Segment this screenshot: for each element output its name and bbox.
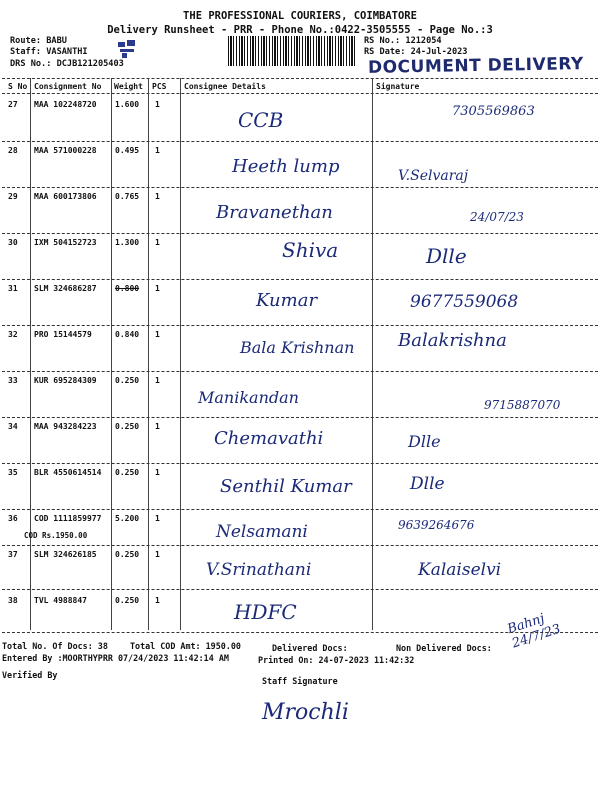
- consignee-handwriting: Manikandan: [198, 388, 299, 407]
- verified-by: Verified By: [2, 670, 58, 680]
- consignee-handwriting: Senthil Kumar: [220, 476, 352, 497]
- col-consignment: Consignment No: [34, 82, 102, 91]
- consignee-handwriting: Heeth lump: [232, 156, 340, 177]
- row-pcs: 1: [155, 596, 160, 605]
- row-sno: 29: [8, 192, 18, 201]
- row-consignment: SLM 324686287: [34, 284, 97, 293]
- rs-number: RS No.: 1212054: [364, 36, 442, 46]
- rs-date: RS Date: 24-Jul-2023: [364, 47, 468, 57]
- row-separator: [2, 589, 598, 590]
- signature-handwriting: Kalaiselvi: [418, 560, 502, 580]
- total-cod: Total COD Amt: 1950.00: [130, 641, 241, 651]
- row-pcs: 1: [155, 330, 160, 339]
- col-divider: [372, 78, 373, 630]
- row-weight: 0.495: [115, 146, 140, 155]
- entered-by: Entered By :MOORTHYPRR 07/24/2023 11:42:14 AM: [2, 653, 229, 663]
- row-pcs: 1: [155, 238, 160, 247]
- row-separator: [2, 545, 598, 546]
- row-separator: [2, 632, 598, 633]
- barcode: [228, 36, 356, 66]
- total-docs: Total No. Of Docs: 38: [2, 641, 108, 651]
- row-weight: 5.200: [115, 514, 140, 523]
- header-bottom-rule: [2, 93, 598, 94]
- row-sno: 31: [8, 284, 18, 293]
- row-separator: [2, 279, 598, 280]
- signature-handwriting: 7305569863: [452, 104, 535, 119]
- row-sno: 36: [8, 514, 18, 523]
- row-weight: 0.765: [115, 192, 140, 201]
- col-divider: [30, 78, 31, 630]
- row-sno: 35: [8, 468, 18, 477]
- row-separator: [2, 233, 598, 234]
- row-pcs: 1: [155, 192, 160, 201]
- col-divider: [148, 78, 149, 630]
- row-weight: 0.250: [115, 550, 140, 559]
- row-pcs: 1: [155, 550, 160, 559]
- company-title: THE PROFESSIONAL COURIERS, COIMBATORE: [183, 10, 417, 22]
- consignee-handwriting: Shiva: [282, 238, 339, 262]
- consignee-handwriting: Chemavathi: [214, 428, 324, 449]
- consignee-handwriting: Bravanethan: [216, 202, 333, 223]
- row-weight: 0.250: [115, 376, 140, 385]
- consignee-handwriting: CCB: [238, 108, 284, 132]
- row-weight: 0.250: [115, 422, 140, 431]
- non-delivered-docs: Non Delivered Docs:: [396, 643, 492, 653]
- document-delivery-stamp: DOCUMENT DELIVERY: [367, 54, 584, 78]
- row-sno: 38: [8, 596, 18, 605]
- row-consignment: KUR 695284309: [34, 376, 97, 385]
- row-separator: [2, 417, 598, 418]
- row-pcs: 1: [155, 146, 160, 155]
- runsheet-subtitle: Delivery Runsheet - PRR - Phone No.:0422-3505555 - Page No.:3: [107, 24, 493, 36]
- row-separator: [2, 141, 598, 142]
- cod-amount: COD Rs.1950.00: [24, 531, 88, 540]
- row-consignment: COD 1111859977: [34, 514, 102, 523]
- signature-handwriting: Bahnj 24/7/23: [505, 611, 563, 652]
- row-pcs: 1: [155, 284, 160, 293]
- row-sno: 28: [8, 146, 18, 155]
- row-consignment: BLR 4550614514: [34, 468, 102, 477]
- row-consignment: MAA 102248720: [34, 100, 97, 109]
- signature-handwriting: V.Selvaraj: [398, 168, 469, 184]
- staff-signature-label: Staff Signature: [262, 676, 338, 686]
- row-sno: 33: [8, 376, 18, 385]
- row-separator: [2, 371, 598, 372]
- row-weight: 0.800: [115, 284, 140, 293]
- row-weight: 0.250: [115, 596, 140, 605]
- row-consignment: SLM 324626185: [34, 550, 97, 559]
- signature-handwriting: Dlle: [410, 474, 445, 494]
- row-weight: 0.840: [115, 330, 140, 339]
- row-consignment: MAA 600173806: [34, 192, 97, 201]
- row-weight: 0.250: [115, 468, 140, 477]
- row-sno: 37: [8, 550, 18, 559]
- signature-handwriting: Balakrishna: [398, 330, 507, 351]
- row-weight: 1.600: [115, 100, 140, 109]
- printed-on: Printed On: 24-07-2023 11:42:32: [258, 655, 415, 665]
- row-consignment: MAA 571000228: [34, 146, 97, 155]
- col-weight: Weight: [114, 82, 143, 91]
- row-pcs: 1: [155, 514, 160, 523]
- staff-label: Staff: VASANTHI: [10, 47, 88, 57]
- signature-handwriting: 24/07/23: [470, 210, 524, 224]
- consignee-handwriting: HDFC: [234, 600, 297, 624]
- row-consignment: PRO 15144579: [34, 330, 92, 339]
- signature-handwriting: 9677559068: [410, 292, 519, 312]
- row-weight: 1.300: [115, 238, 140, 247]
- courier-logo-icon: [116, 38, 138, 60]
- col-sno: S No: [8, 82, 28, 91]
- col-pcs: PCS: [152, 82, 167, 91]
- row-pcs: 1: [155, 468, 160, 477]
- signature-handwriting: Dlle: [408, 432, 441, 451]
- row-sno: 34: [8, 422, 18, 431]
- row-pcs: 1: [155, 422, 160, 431]
- signature-handwriting: 9639264676: [398, 518, 475, 532]
- staff-signature-handwriting: Mrochli: [262, 700, 349, 725]
- row-pcs: 1: [155, 100, 160, 109]
- row-separator: [2, 509, 598, 510]
- row-consignment: TVL 4988847: [34, 596, 87, 605]
- signature-handwriting: 9715887070: [484, 398, 561, 412]
- row-pcs: 1: [155, 376, 160, 385]
- row-consignment: IXM 504152723: [34, 238, 97, 247]
- delivered-docs: Delivered Docs:: [272, 643, 348, 653]
- header-top-rule: [2, 78, 598, 79]
- row-sno: 27: [8, 100, 18, 109]
- consignee-handwriting: Bala Krishnan: [240, 338, 355, 357]
- col-consignee: Consignee Details: [184, 82, 266, 91]
- row-sno: 32: [8, 330, 18, 339]
- route-label: Route: BABU: [10, 36, 67, 46]
- consignee-handwriting: Kumar: [256, 290, 318, 311]
- row-separator: [2, 187, 598, 188]
- drs-number: DRS No.: DCJB121205403: [10, 59, 124, 69]
- row-sno: 30: [8, 238, 18, 247]
- col-divider: [180, 78, 181, 630]
- consignee-handwriting: Nelsamani: [216, 522, 308, 542]
- row-separator: [2, 325, 598, 326]
- col-signature: Signature: [376, 82, 420, 91]
- consignee-handwriting: V.Srinathani: [206, 560, 312, 580]
- col-divider: [111, 78, 112, 630]
- signature-handwriting: Dlle: [426, 244, 467, 268]
- row-consignment: MAA 943284223: [34, 422, 97, 431]
- row-separator: [2, 463, 598, 464]
